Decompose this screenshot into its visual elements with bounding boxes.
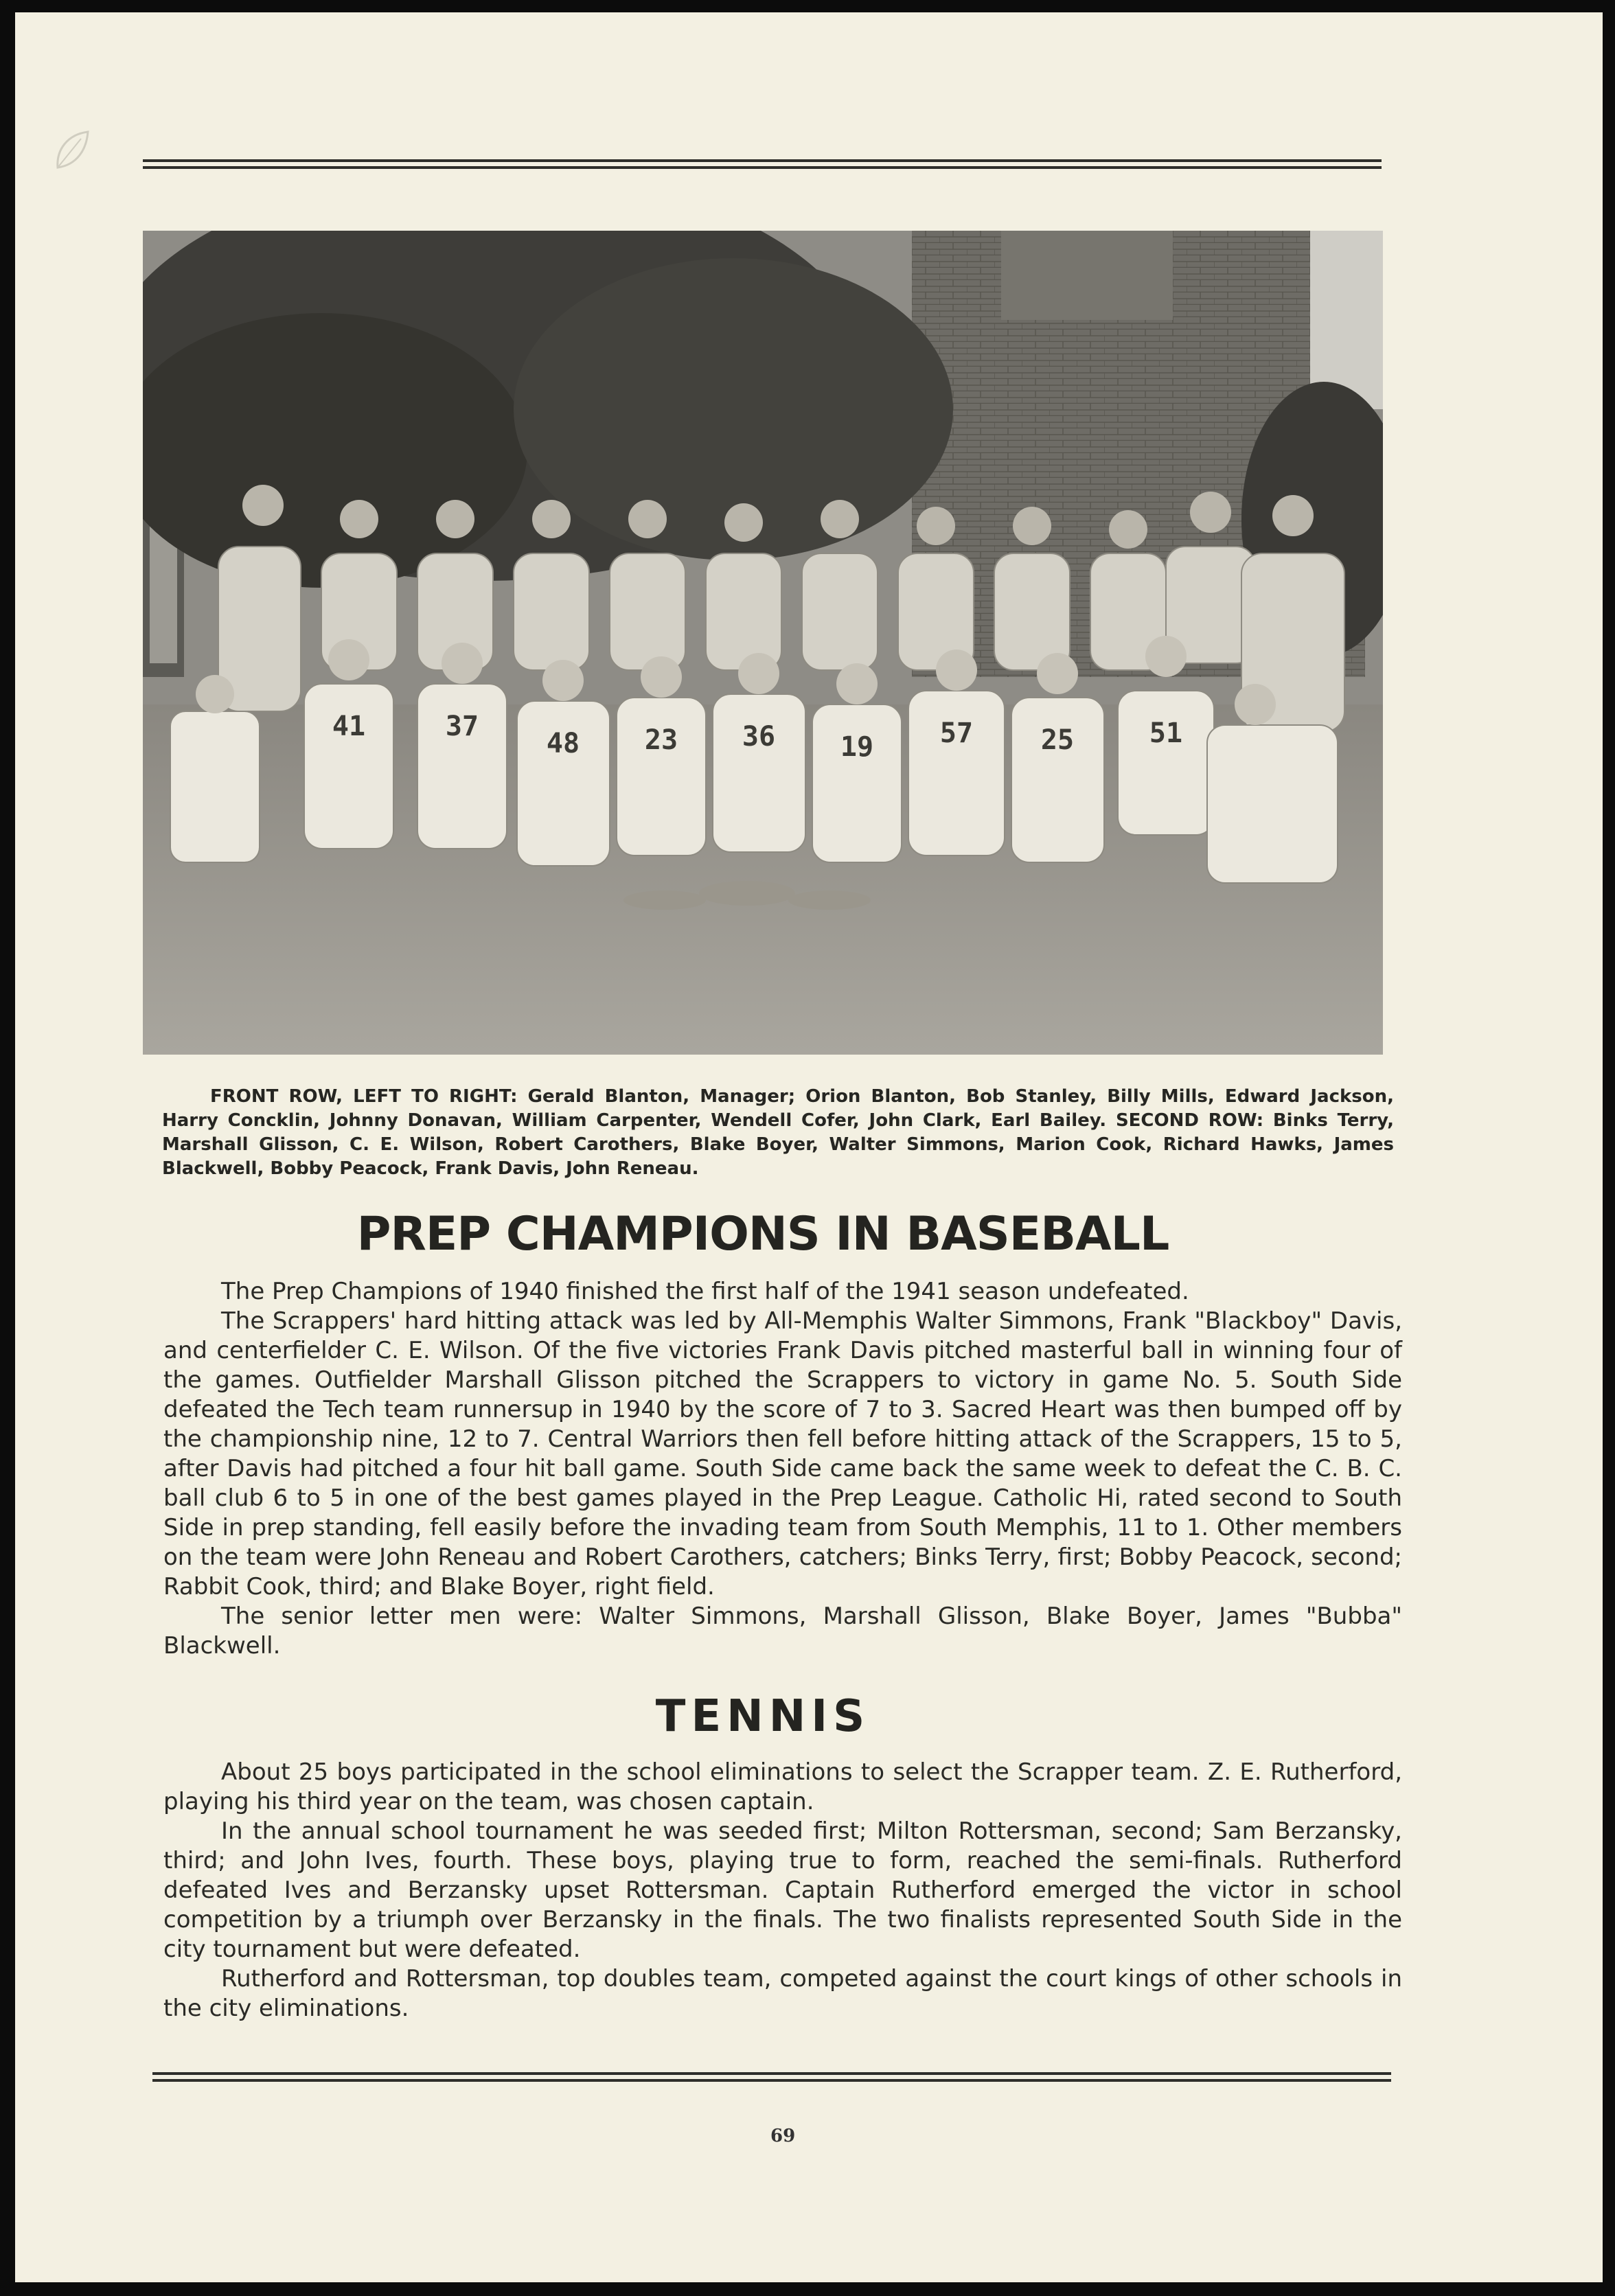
jersey-number: 48 xyxy=(546,728,580,759)
jersey-number: 41 xyxy=(332,711,366,742)
jersey-number: 36 xyxy=(742,721,776,753)
tennis-paragraph: Rutherford and Rottersman, top doubles team, competed against the court kings of other schools in the city eliminations. xyxy=(163,1965,1402,2022)
jersey-number: 37 xyxy=(445,711,479,742)
leaf-watermark-icon xyxy=(54,129,91,172)
bottom-double-rule xyxy=(152,2072,1391,2082)
baseball-article xyxy=(163,1277,1402,1661)
caption-text: FRONT ROW, LEFT TO RIGHT: Gerald Blanton, Manager; Orion Blanton, Bob Stanley, Billy Mills, Edward Jackson, Harry Concklin, Johnny Donavan, William Carpenter, Wendell Cofer, John Clark, Earl Bailey. SECOND ROW: Binks Terry, Marshall Glisson, C. E. Wilson, Robert Carothers, Blake Boyer, Walter Simmons, Marion Cook, Richard Hawks, James Blackwell, Bobby Peacock, Frank Davis, John Reneau. xyxy=(162,1086,1394,1179)
jersey-number: 23 xyxy=(644,724,678,756)
page-number: 69 xyxy=(770,2126,796,2146)
top-double-rule xyxy=(143,159,1382,169)
baseball-heading: PREP CHAMPIONS IN BASEBALL xyxy=(356,1207,1169,1261)
jersey-number: 57 xyxy=(939,718,974,749)
tennis-paragraph: About 25 boys participated in the school eliminations to select the Scrapper team. Z. E. Rutherford, playing his third year on the team, was chosen captain. xyxy=(163,1758,1402,1815)
tennis-article xyxy=(163,1758,1402,2023)
baseball-paragraph: The Scrappers' hard hitting attack was led by All-Memphis Walter Simmons, Frank "Blackboy" Davis, and centerfielder C. E. Wilson. Of the five victories Frank Davis pitched masterful ball in winning four of the games. Outfielder Marshall Glisson pitched the Scrappers to victory in game No. 5. South Side defeated the Tech team runnersup in 1940 by the score of 7 to 3. Sacred Heart was then bumped off by the championship nine, 12 to 7. Central Warriors then fell before hitting attack of the Scrappers, 15 to 5, after Davis had pitched a four hit ball game. South Side came back the same week to defeat the C. B. C. ball club 6 to 5 in one of the best games played in the Prep League. Catholic Hi, rated second to South Side in prep standing, fell easily before the invading team from South Memphis, 11 to 1. Other members on the team were John Reneau and Robert Carothers, catchers; Binks Terry, first; Bobby Peacock, second; Rabbit Cook, third; and Blake Boyer, right field. xyxy=(163,1307,1402,1600)
tennis-heading: TENNIS xyxy=(655,1691,871,1742)
team-photo xyxy=(143,231,1383,1055)
jersey-number: 25 xyxy=(1040,724,1075,756)
baseball-paragraph: The senior letter men were: Walter Simmons, Marshall Glisson, Blake Boyer, James "Bubba" Blackwell. xyxy=(163,1603,1402,1660)
jersey-number: 19 xyxy=(840,731,874,763)
baseball-paragraph: The Prep Champions of 1940 finished the first half of the 1941 season undefeated. xyxy=(221,1278,1189,1305)
tennis-paragraph: In the annual school tournament he was seeded first; Milton Rottersman, second; Sam Berzansky, third; and John Ives, fourth. These boys, playing true to form, reached the semi-finals. Rutherford defeated Ives and Berzansky upset Rottersman. Captain Rutherford emerged the victor in school competition by a triumph over Berzansky in the finals. The two finalists represented South Side in the city tournament but were defeated. xyxy=(163,1817,1402,1963)
jersey-number: 51 xyxy=(1149,718,1183,749)
photo-caption xyxy=(162,1085,1394,1181)
yearbook-page xyxy=(15,12,1603,2282)
